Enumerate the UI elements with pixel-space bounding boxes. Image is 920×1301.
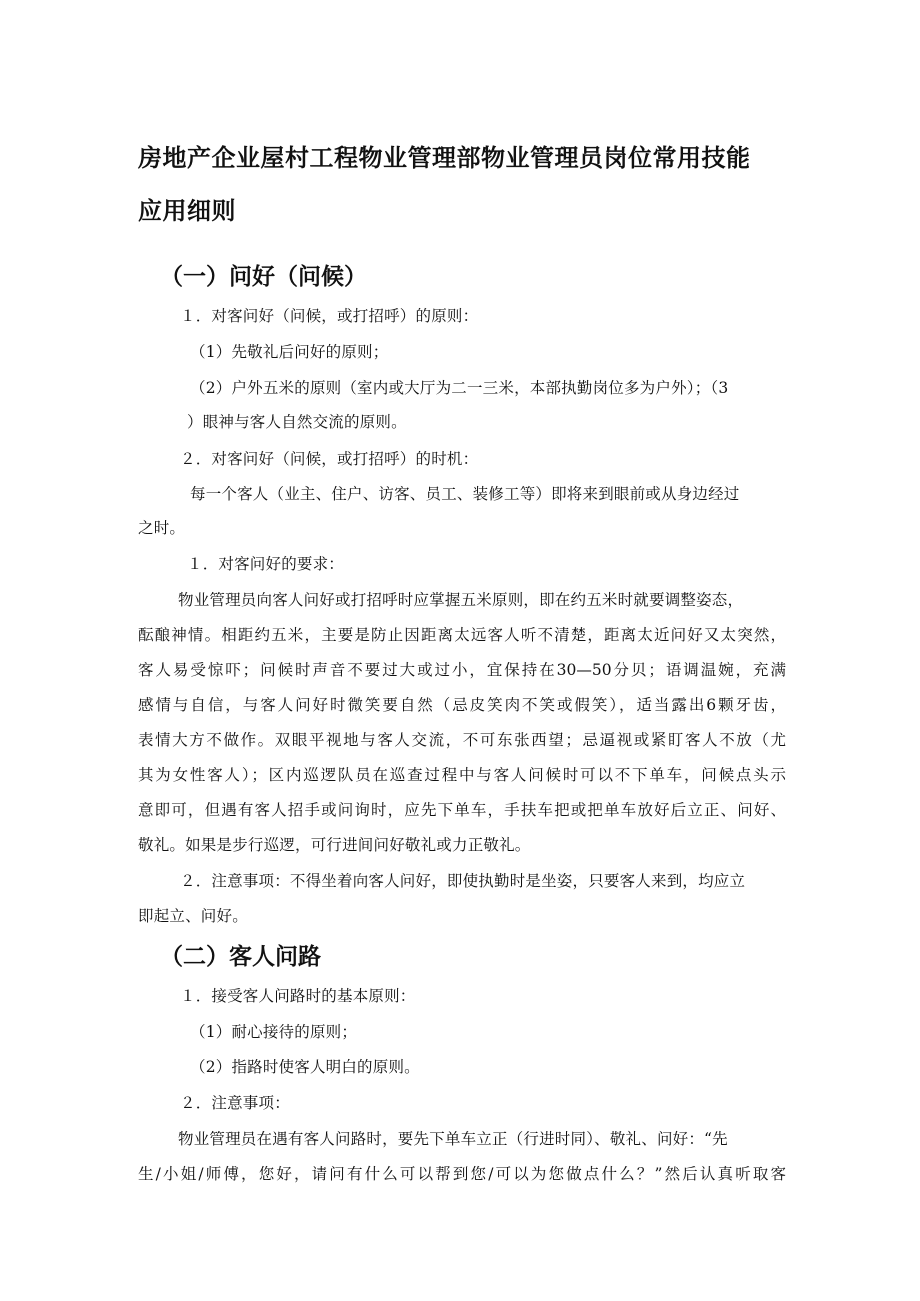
requirements-paragraph-line: 感情与自信，与客人问好时微笑要自然（忌皮笑肉不笑或假笑），适当露出6颗牙齿， [138,696,786,714]
requirements-paragraph-line: 物业管理员向客人问好或打招呼时应掌握五米原则，即在约五米时就要调整姿态， [178,591,744,609]
requirements-paragraph-line: 意即可，但遇有客人招手或问询时，应先下单车，手扶车把或把单车放好后立正、问好、 [138,801,786,819]
requirements-paragraph-line: 酝酿神情。相距约五米，主要是防止因距离太远客人听不清楚，距离太近问好又太突然， [138,626,786,644]
requirements-paragraph-line: 客人易受惊吓；问候时声音不要过大或过小，宜保持在30—50分贝；语调温婉，充满 [138,661,786,679]
greeting-timing-title: ２．对客问好（问候，或打招呼）的时机： [180,450,479,468]
greeting-timing-line-1: 每一个客人（业主、住户、访客、员工、装修工等）即将来到眼前或从身边经过 [190,485,740,503]
requirements-paragraph-line: 其为女性客人）；区内巡逻队员在巡查过程中与客人问候时可以不下单车，问候点头示 [138,766,786,784]
greeting-timing-line-2: 之时。 [138,519,186,537]
section-heading-greeting: （一）问好（问候） [160,264,367,290]
document-title-line-2: 应用细则 [138,197,236,225]
directions-principle-1: （1）耐心接待的原则； [190,1023,358,1041]
document-title-line-1: 房地产企业屋村工程物业管理部物业管理员岗位常用技能 [138,144,751,172]
directions-principle-2: （2）指路时使客人明白的原则。 [190,1058,420,1076]
greeting-notes-line-2: 即起立、问好。 [138,907,248,925]
greeting-principles-title: １．对客问好（问候，或打招呼）的原则： [180,307,479,325]
section-heading-directions: （二）客人问路 [160,944,321,970]
greeting-requirements-title: １．对客问好的要求： [187,555,345,573]
directions-notes-title: ２．注意事项： [180,1094,290,1112]
directions-principles-title: １．接受客人问路时的基本原则： [180,987,416,1005]
directions-body-line-2: 生/小姐/师傅，您好，请问有什么可以帮到您/可以为您做点什么？”然后认真听取客 [138,1165,786,1183]
requirements-paragraph-line: 敬礼。如果是步行巡逻，可行进间问好敬礼或力正敬礼。 [138,836,531,854]
greeting-notes-line-1: ２．注意事项：不得坐着向客人问好，即使执勤时是坐姿，只要客人来到，均应立 [180,872,746,890]
directions-body-line-1: 物业管理员在遇有客人问路时，要先下单车立正（行进时同）、敬礼、问好：“先 [178,1130,728,1148]
greeting-principle-1: （1）先敬礼后问好的原则； [190,343,389,361]
requirements-paragraph-line: 表情大方不做作。双眼平视地与客人交流，不可东张西望；忌逼视或紧盯客人不放（尤 [138,731,786,749]
greeting-principle-2: （2）户外五米的原则（室内或大厅为二一三米，本部执勤岗位多为户外）；（3 [190,379,729,397]
greeting-principle-3: ）眼神与客人自然交流的原则。 [187,413,407,431]
